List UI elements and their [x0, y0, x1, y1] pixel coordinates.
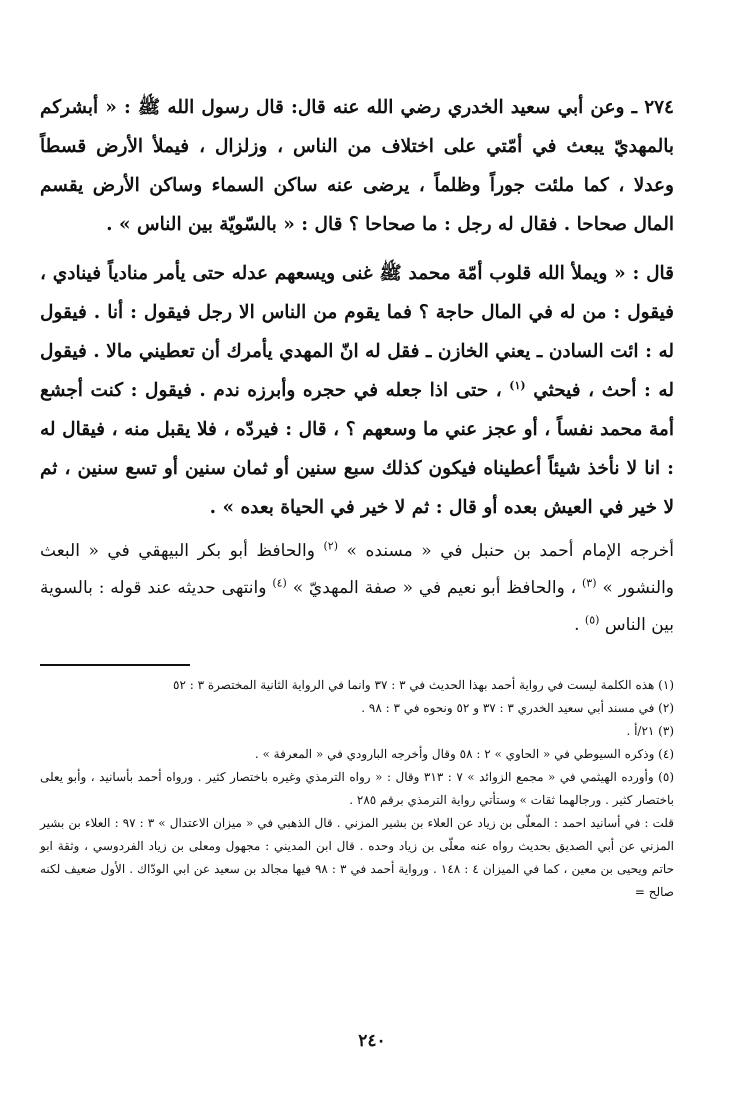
footnote-ref-5[interactable]: (٥)	[584, 613, 600, 627]
sources-text-e: .	[574, 615, 580, 635]
footnote-ref-1[interactable]: (١)	[509, 378, 526, 392]
page-number: ٢٤٠	[358, 1031, 386, 1051]
hadith-text-2a: قال : « ويملأ الله قلوب أمّة محمد ﷺ غنى ويسعهم عدله حتى يأمر منادياً فينادي ، فيقول : من له في المال حاجة ؟ فما يقوم من الناس الا رجل فيقول : أنا . فيقول له : ائت السادن ـ يعني الخازن ـ فقل له انّ المهدي يأمرك أن تعطيني مالا . فيقول له : أحث ، فيحثي	[40, 263, 674, 401]
footnote-divider-wrap	[40, 644, 674, 674]
footnote-2: (٢) في مسند أبي سعيد الخدري ٣ : ٣٧ و ٥٢ ونحوه في ٣ : ٩٨ .	[361, 701, 674, 715]
sources-paragraph	[40, 533, 674, 644]
footnote-ref-2[interactable]: (٢)	[323, 539, 338, 553]
hadith-paragraph-2	[40, 254, 674, 527]
sources-text-c: ، والحافظ أبو نعيم في « صفة المهديّ »	[292, 578, 577, 598]
footnote-5: (٥) وأورده الهيثمي في « مجمع الزوائد » ٧ : ٣١٣ وقال : « رواه الترمذي وغيره باختصار كثير . ورواه أحمد بأسانيد ، وأبو يعلى باختصار كثير . ورجالهما ثقات » وستأتي رواية الترمذي برقم ٢٨٥ .	[40, 770, 674, 807]
sources-text-b: والحافظ أبو بكر البيهقي في « البعث والنشور »	[40, 541, 675, 598]
hadith-number: ٢٧٤	[644, 97, 674, 118]
page-body	[40, 88, 674, 1056]
footnote-4: (٤) وذكره السيوطي في « الحاوي » ٢ : ٥٨ وقال وأخرجه البارودي في « المعرفة » .	[254, 747, 674, 761]
footnote-note: قلت : في أسانيد احمد : المعلّى بن زياد عن العلاء بن بشير المزني . قال الذهبي في « ميزان الاعتدال » ٣ : ٩٧ : العلاء بن بشير المزني عن أبي الصديق بحديث رواه عنه معلّى بن زياد وحده . قال ابن المديني : مجهول ومعلى بن زياد الفردوسي ، وثقة ابو حاتم ويحيى بن معين ، كما في الميزان ٤ : ١٤٨ . ورواية أحمد في ٣ : ٩٨ فيها مجالد بن سعيد عن ابي الودّاك . الأول ضعيف لكنه صالح =	[40, 816, 675, 899]
footnote-divider	[40, 664, 190, 666]
hadith-text-2b: ، حتى اذا جعله في حجره وأبرزه ندم . فيقول : كنت أجشع أمة محمد نفساً ، أو عجز عني ما وسعهم ؟ ، قال : فيردّه ، فلا يقبل منه ، فيقال له : انا لا نأخذ شيئاً أعطيناه فيكون كذلك سبع سنين أو ثمان سنين أو تسع سنين ، ثم لا خير في العيش بعده أو قال : ثم لا خير في الحياة بعده » .	[40, 380, 674, 518]
footnotes-section	[40, 674, 674, 904]
sources-text-d: وانتهى حديثه عند قوله : بالسوية بين الناس	[40, 578, 674, 635]
footnote-1: (١) هذه الكلمة ليست في رواية أحمد بهذا الحديث في ٣ : ٣٧ وانما في الرواية الثانية المختصرة ٣ : ٥٢	[173, 678, 674, 692]
footnote-ref-4[interactable]: (٤)	[272, 576, 287, 590]
footnote-ref-3[interactable]: (٣)	[582, 576, 597, 590]
hadith-text-1: ـ وعن أبي سعيد الخدري رضي الله عنه قال: قال رسول الله ﷺ : « أبشركم بالمهديّ يبعث في أمّتي على اختلاف من الناس ، وزلزال ، فيملأ الأرض قسطاً وعدلا ، كما ملئت جوراً وظلماً ، يرضى عنه ساكن السماء وساكن الأرض يقسم المال صحاحا . فقال له رجل : ما صحاحا ؟ قال : « بالسّويّة بين الناس » .	[40, 97, 674, 235]
hadith-paragraph-1	[40, 88, 674, 244]
sources-text-a: أخرجه الإمام أحمد بن حنبل في « مسنده »	[346, 541, 674, 561]
footnote-3: (٣) ٢١/أ .	[626, 724, 674, 738]
